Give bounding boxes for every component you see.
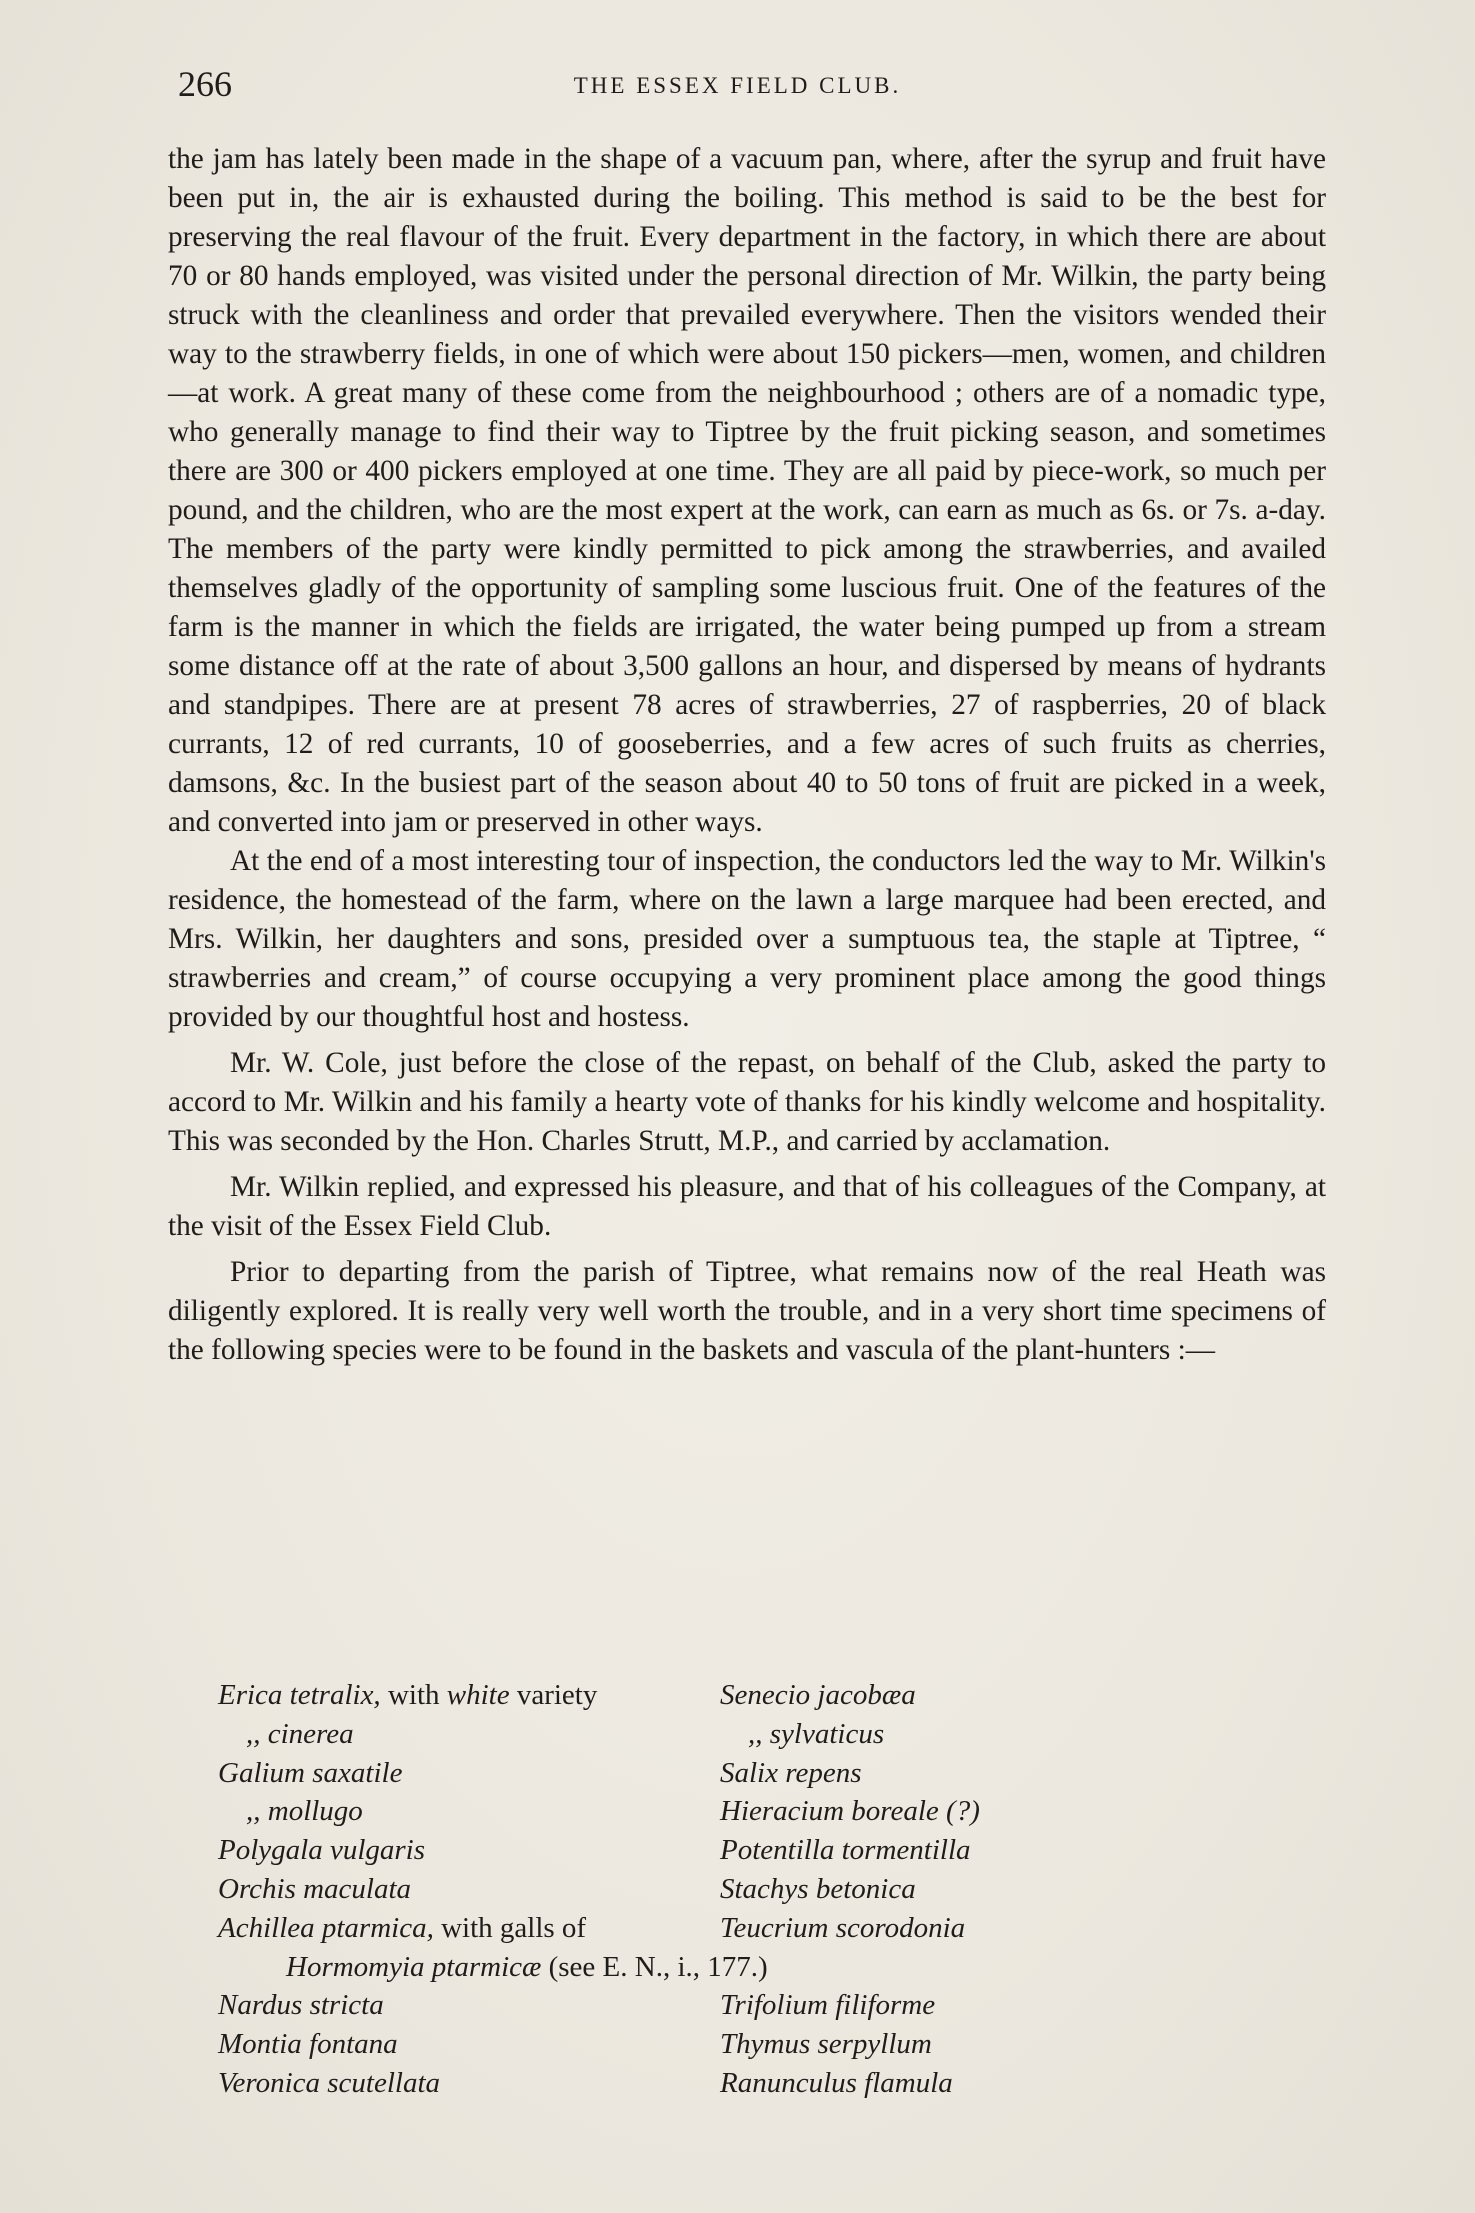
list-item bbox=[218, 1948, 768, 1987]
species-note: (see E. N., i., 177.) bbox=[541, 1950, 768, 1983]
species-note: with bbox=[380, 1679, 447, 1711]
list-item: Teucrium scorodonia bbox=[720, 1911, 966, 1944]
list-item: Nardus stricta bbox=[218, 1989, 384, 2022]
list-item: Polygala vulgaris bbox=[218, 1834, 426, 1867]
species-note: white bbox=[446, 1679, 510, 1711]
list-item: Hieracium boreale (?) bbox=[720, 1795, 980, 1828]
paragraph-heath: Prior to departing from the parish of Tiptree, what remains now of the real Heath was diligently explored. It is really very well worth the trouble, and in a very short time specimens of the following species were to be found in the baskets and vascula of the plant-hunters :— bbox=[168, 1256, 1326, 1366]
list-item: ,, sylvaticus bbox=[748, 1717, 885, 1750]
list-item: Potentilla tormentilla bbox=[720, 1834, 971, 1867]
species-column-right bbox=[720, 1676, 1320, 2103]
list-item: Trifolium filiforme bbox=[720, 1989, 936, 2022]
page-number: 266 bbox=[178, 64, 232, 104]
paragraph-tea: At the end of a most interesting tour of inspection, the conductors led the way to Mr. Wilkin's residence, the homestead of the farm, where on the lawn a large marquee had been erected, and Mrs. Wilkin, her daughters and sons, presided over a sumptuous tea, the staple at Tiptree, “ strawberries and cream,” of course occupying a very prominent place among the good things provided by our thoughtful host and hostess. bbox=[168, 845, 1326, 1033]
species-name: Hormomyia ptarmicæ bbox=[286, 1950, 542, 1983]
list-item: Galium saxatile bbox=[218, 1756, 403, 1789]
species-name: Achillea ptarmica, bbox=[218, 1911, 434, 1944]
list-spacer bbox=[720, 1948, 1320, 1987]
list-item: ,, cinerea bbox=[246, 1717, 354, 1750]
paragraph-reply: Mr. Wilkin replied, and expressed his pleasure, and that of his colleagues of the Company, at the visit of the Essex Field Club. bbox=[168, 1171, 1326, 1242]
body-text bbox=[168, 140, 1326, 1370]
list-item: ,, mollugo bbox=[246, 1795, 363, 1828]
species-note: with galls of bbox=[433, 1911, 587, 1944]
paragraph-vote-of-thanks: Mr. W. Cole, just before the close of the repast, on behalf of the Club, asked the party to accord to Mr. Wilkin and his family a hearty vote of thanks for his kindly welcome and hospitality. This was seconded by the Hon. Charles Strutt, M.P., and carried by acclamation. bbox=[168, 1047, 1326, 1157]
species-column-left bbox=[218, 1676, 768, 2103]
list-item: Montia fontana bbox=[218, 2028, 398, 2061]
list-item bbox=[218, 1676, 718, 1715]
species-note: variety bbox=[509, 1679, 598, 1711]
running-title: THE ESSEX FIELD CLUB. bbox=[573, 73, 902, 98]
page-header bbox=[0, 62, 1475, 106]
list-item: Veronica scutellata bbox=[218, 2066, 441, 2099]
species-name: Erica tetralix, bbox=[218, 1679, 381, 1711]
list-item bbox=[218, 1909, 718, 1948]
list-item: Salix repens bbox=[720, 1756, 862, 1789]
paragraph-jam-factory: the jam has lately been made in the shape of a vacuum pan, where, after the syrup and fruit have been put in, the air is exhausted during the boiling. This method is said to be the best for preserving the real flavour of the fruit. Every department in the factory, in which there are about 70 or 80 hands employed, was visited under the personal direction of Mr. Wilkin, the party being struck with the cleanliness and order that prevailed everywhere. Then the visitors wended their way to the strawberry fields, in one of which were about 150 pickers—men, women, and children—at work. A great many of these come from the neighbourhood ; others are of a nomadic type, who generally manage to find their way to Tiptree by the fruit picking season, and sometimes there are 300 or 400 pickers employed at one time. They are all paid by piece-work, so much per pound, and the children, who are the most expert at the work, can earn as much as 6s. or 7s. a-day. The members of the party were kindly permitted to pick among the strawberries, and availed themselves gladly of the opportunity of sampling some luscious fruit. One of the features of the farm is the manner in which the fields are irrigated, the water being pumped up from a stream some distance off at the rate of about 3,500 gallons an hour, and dispersed by means of hydrants and standpipes. There are at present 78 acres of strawberries, 27 of raspberries, 20 of black currants, 12 of red currants, 10 of gooseberries, and a few acres of such fruits as cherries, damsons, &c. In the busiest part of the season about 40 to 50 tons of fruit are picked in a week, and converted into jam or preserved in other ways. bbox=[168, 143, 1326, 838]
list-item: Stachys betonica bbox=[720, 1872, 916, 1905]
list-item: Ranunculus flamula bbox=[720, 2066, 953, 2099]
list-item: Orchis maculata bbox=[218, 1872, 412, 1905]
list-item: Thymus serpyllum bbox=[720, 2028, 932, 2061]
list-item: Senecio jacobæa bbox=[720, 1679, 916, 1711]
